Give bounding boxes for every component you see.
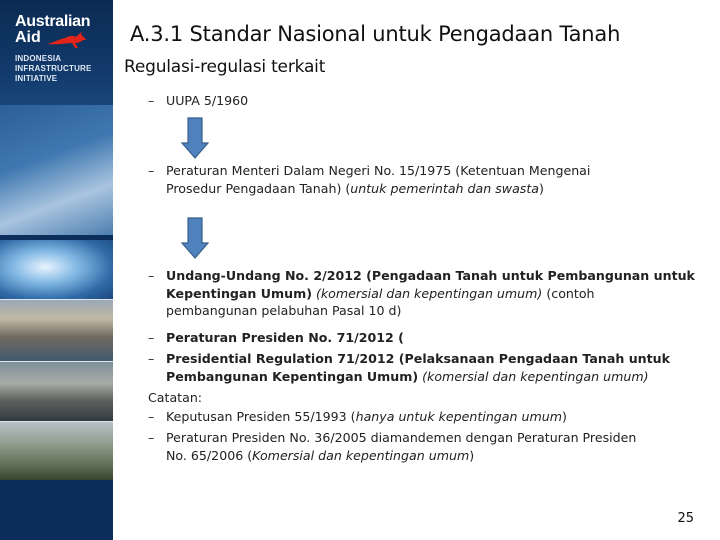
bold-span: Pembangunan Kepentingan Umum) [166,368,419,384]
item-pr-line1: Presidential Regulation 71/2012 (Pelaksanaan Pengadaan Tanah untuk [166,351,670,366]
logo-text-australian: Australian [15,13,91,30]
italic-note: Komersial dan kepentingan umum [252,447,470,463]
train-photo [0,422,113,480]
italic-note: hanya untuk kepentingan umum [355,409,563,424]
text-span: Prosedur Pengadaan Tanah) ( [166,180,351,196]
bold-span: Kepentingan Umum) [166,285,312,301]
item-uupa: UUPA 5/1960 [166,93,249,108]
logo-sub-line1: INDONESIA [15,54,62,63]
note2-line2 [166,447,711,465]
item-uu-line3: pembangunan pelabuhan Pasal 10 d) [166,303,402,318]
list-item [148,329,404,347]
item-permendagri-line1: Peraturan Menteri Dalam Negeri No. 15/1975 (Ketentuan Mengenai [166,163,591,178]
text-span: ) [539,180,544,196]
page-subtitle: Regulasi-regulasi terkait [124,57,326,77]
bullet-dash: – [148,163,155,178]
bullet-dash: – [148,351,155,366]
text-span: Keputusan Presiden 55/1993 ( [166,409,356,424]
item-uu-line2 [166,285,711,303]
list-item [148,350,711,385]
kangaroo-icon [45,30,89,50]
page-number: 25 [677,511,694,526]
italic-note: (komersial dan kepentingan umum) [311,285,543,301]
traffic-photo [0,362,113,422]
water-splash-photo [0,240,113,300]
text-span: (contoh [542,285,595,301]
notes-label: Catatan: [148,390,203,405]
bullet-dash: – [148,268,155,283]
port-photo [0,300,113,362]
note2-line1: Peraturan Presiden No. 36/2005 diamandemen dengan Peraturan Presiden [166,430,637,445]
down-arrow-icon [181,117,209,159]
list-item [148,429,711,464]
italic-note: (komersial dan kepentingan umum) [418,368,649,384]
logo-sub-line3: INITIATIVE [15,74,58,83]
highway-photo [0,105,113,235]
page-title: A.3.1 Standar Nasional untuk Pengadaan Tanah [130,22,621,46]
down-arrow-icon [181,217,209,259]
list-item [148,267,711,320]
italic-note: untuk pemerintah dan swasta [350,180,540,196]
text-span: ) [469,447,475,463]
logo-sub-line2: INFRASTRUCTURE [15,64,92,73]
sidebar-bottom [0,480,113,540]
logo-text-aid: Aid [15,29,41,46]
sidebar [0,0,113,540]
list-item [148,92,248,110]
bullet-dash: – [148,93,155,108]
bullet-dash: – [148,430,155,445]
item-pr-line2 [166,368,711,386]
list-item [148,408,567,426]
logo-subtitle [15,54,92,84]
text-span: No. 65/2006 ( [166,447,253,463]
bullet-dash: – [148,330,155,345]
list-item [148,162,706,197]
item-permendagri-line2 [166,180,706,198]
item-uu-line1: Undang-Undang No. 2/2012 (Pengadaan Tanah untuk Pembangunan untuk [166,268,695,283]
bullet-dash: – [148,409,155,424]
item-perpres: Peraturan Presiden No. 71/2012 ( [166,330,404,345]
text-span: ) [562,409,567,424]
